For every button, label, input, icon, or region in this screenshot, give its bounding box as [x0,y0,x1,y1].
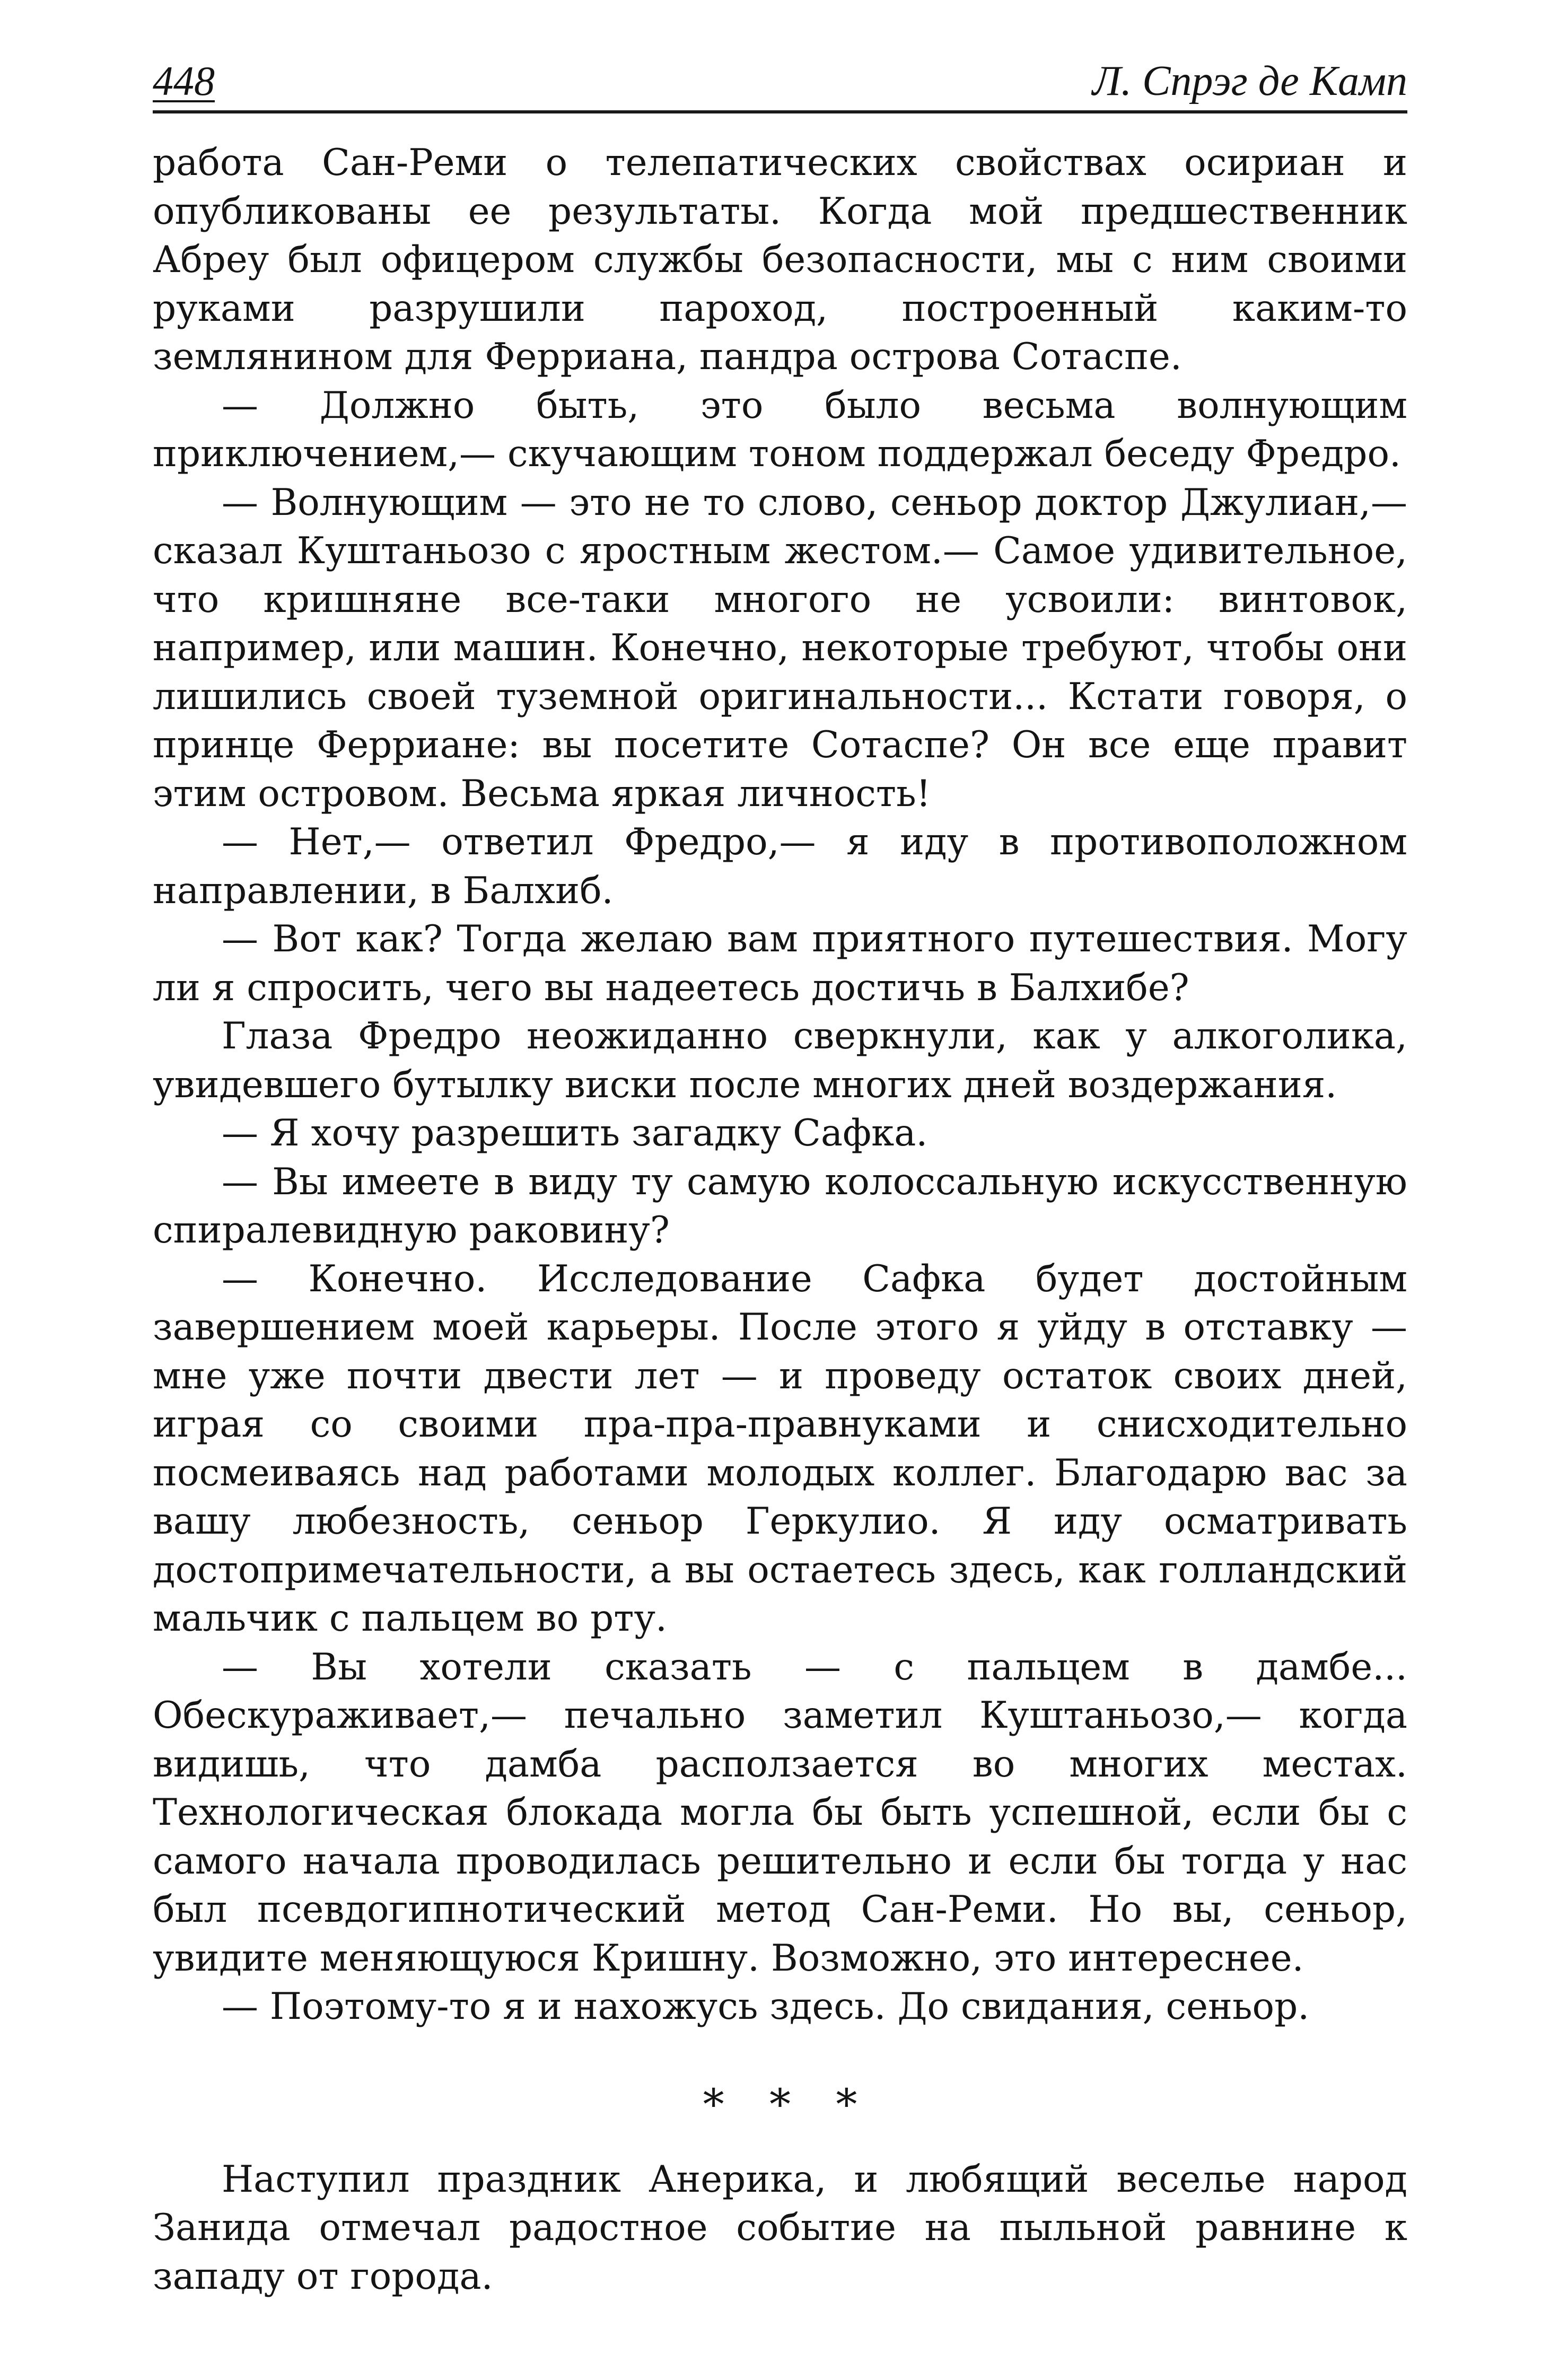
closing-paragraph: Наступил праздник Анерика, и любящий веселье народ Занида отмечал радостное событие на пыльной равнине к западу от города. [153,2158,1407,2298]
paragraph: работа Сан-Реми о телепатических свойствах осириан и опубликованы ее результаты. Когда мой предшественник Абреу был офицером службы безопасности, мы с ним своими руками разрушили пароход, построенный каким-то землянином для Ферриана, пандра острова Сотаспе. [153,142,1407,378]
paragraph: — Вы имеете в виду ту самую колоссальную искусственную спиралевидную раковину? [153,1160,1407,1252]
running-head [153,52,1407,113]
paragraph: — Волнующим — это не то слово, сеньор доктор Джулиан,— сказал Куштаньозо с яростным жестом.— Самое удивительное, что кришняне все-таки многого не усвоили: винтовок, например, или машин. Конечно, некоторые требуют, чтобы они лишились своей туземной оригинальности... Кстати говоря, о принце Ферриане: вы посетите Сотаспе? Он все еще правит этим островом. Весьма яркая личность! [153,481,1407,815]
page-number: 448 [153,58,215,104]
paragraph: Глаза Фредро неожиданно сверкнули, как у алкоголика, увидевшего бутылку виски после многих дней воздержания. [153,1015,1407,1106]
paragraph: — Вы хотели сказать — с пальцем в дамбе... Обескураживает,— печально заметил Куштаньозо,— когда видишь, что дамба расползается во многих местах. Технологическая блокада могла бы быть успешной, если бы с самого начала проводилась решительно и если бы тогда у нас был псевдогипнотический метод Сан-Реми. Но вы, сеньор, увидите меняющуюся Кришну. Возможно, это интереснее. [153,1646,1407,1980]
paragraph: — Поэтому-то я и нахожусь здесь. До свидания, сеньор. [222,1985,1310,2028]
paragraph: — Я хочу разрешить загадку Сафка. [222,1112,928,1154]
text-body [153,139,1407,2301]
paragraph: — Конечно. Исследование Сафка будет достойным завершением моей карьеры. После этого я уйду в отставку — мне уже почти двести лет — и проведу остаток своих дней, играя со своими пра-пра-правнуками и снисходительно посмеиваясь над работами молодых коллег. Благодарю вас за вашу любезность, сеньор Геркулио. Я иду осматривать достопримечательности, а вы остаетесь здесь, как голландский мальчик с пальцем во рту. [153,1257,1407,1640]
paragraph: — Вот как? Тогда желаю вам приятного путешествия. Могу ли я спросить, чего вы надеетесь достичь в Балхибе? [153,918,1407,1009]
running-head-author: Л. Спрэг де Камп [1092,58,1407,104]
paragraph: — Должно быть, это было весьма волнующим приключением,— скучающим тоном поддержал беседу Фредро. [153,384,1407,475]
scene-break: * * * [703,2079,873,2129]
paragraph: — Нет,— ответил Фредро,— я иду в противоположном направлении, в Балхиб. [153,821,1407,912]
